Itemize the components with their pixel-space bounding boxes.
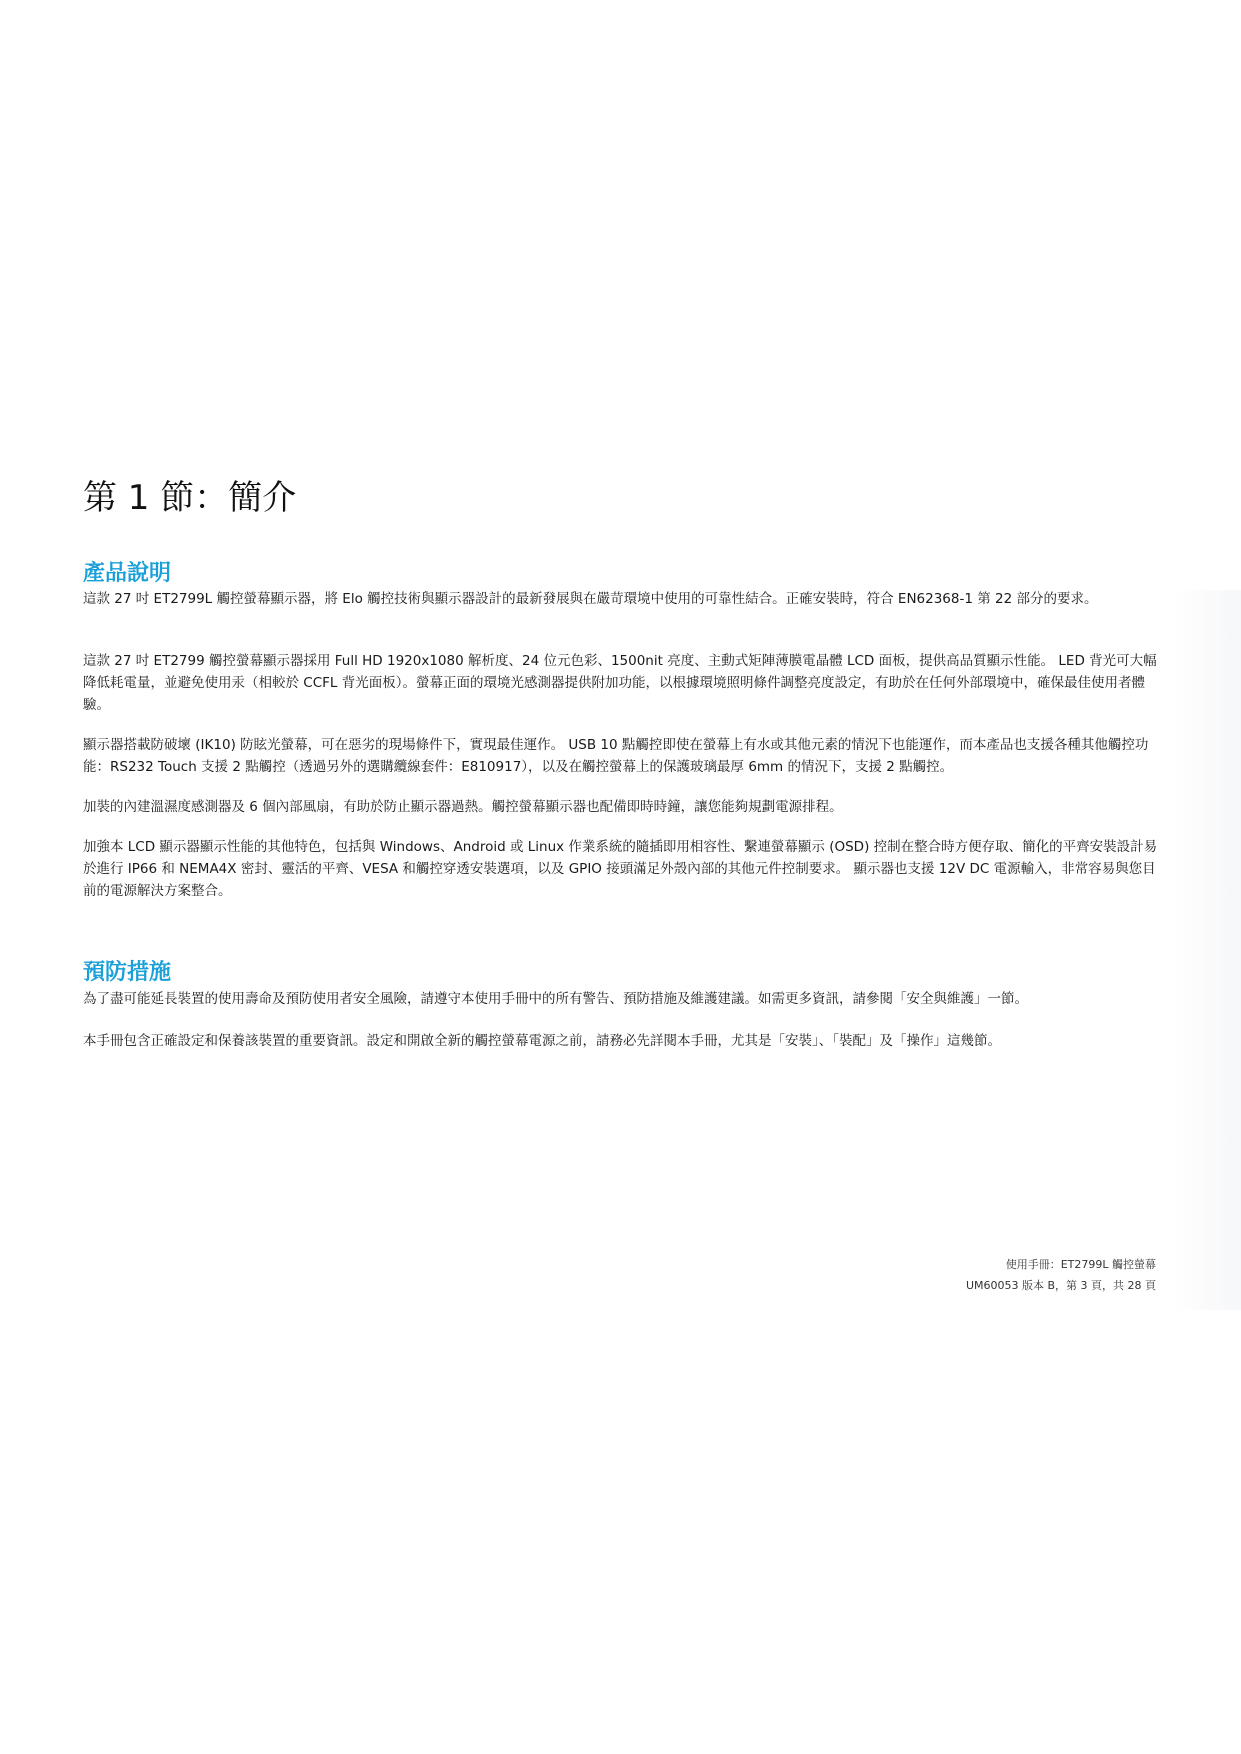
section-heading-precautions: 預防措施 [83, 960, 172, 985]
product-paragraph-3: 顯示器搭載防破壞 (IK10) 防眩光螢幕，可在惡劣的現場條件下，實現最佳運作。 USB 10 點觸控即使在螢幕上有水或其他元素的情況下也能運作，而本產品也支援各種其他觸控功能：RS232 Touch 支援 2 點觸控（透過另外的選購纜線套件：E810917），以及在觸控螢幕上的保護玻璃最厚 6mm 的情況下，支援 2 點觸控。 [83, 737, 1149, 775]
product-paragraph-5: 加強本 LCD 顯示器顯示性能的其他特色，包括與 Windows、Android 或 Linux 作業系統的隨插即用相容性、繫連螢幕顯示 (OSD) 控制在整合時方便存取、簡化的平齊安裝設計易於進行 IP66 和 NEMA4X 密封、靈活的平齊、VESA 和觸控穿透安裝選項，以及 GPIO 接頭滿足外殼內部的其他元件控制要求。 顯示器也支援 12V DC 電源輸入，非常容易與您目前的電源解決方案整合。 [83, 839, 1158, 899]
page-edge-shadow [1171, 590, 1241, 1310]
footer-manual-title: 使用手冊：ET2799L 觸控螢幕 [1005, 1258, 1156, 1271]
product-paragraph-1: 這款 27 吋 ET2799L 觸控螢幕顯示器，將 Elo 觸控技術與顯示器設計的最新發展與在嚴苛環境中使用的可靠性結合。正確安裝時，符合 EN62368-1 第 22 部分的要求。 [83, 591, 1098, 607]
precautions-paragraph-1: 為了盡可能延長裝置的使用壽命及預防使用者安全風險，請遵守本使用手冊中的所有警告、預防措施及維護建議。如需更多資訊，請參閱「安全與維護」一節。 [83, 991, 1028, 1007]
product-paragraph-2: 這款 27 吋 ET2799 觸控螢幕顯示器採用 Full HD 1920x1080 解析度、24 位元色彩、1500nit 亮度、主動式矩陣薄膜電晶體 LCD 面板，提供高品質顯示性能。 LED 背光可大幅降低耗電量，並避免使用汞（相較於 CCFL 背光面板）。螢幕正面的環境光感測器提供附加功能，以根據環境照明條件調整亮度設定，有助於在任何外部環境中，確保最佳使用者體驗。 [83, 653, 1157, 713]
section-heading-product: 產品說明 [83, 561, 172, 586]
footer-page-info: UM60053 版本 B，第 3 頁，共 28 頁 [965, 1279, 1156, 1292]
product-paragraph-4: 加裝的內建溫濕度感測器及 6 個內部風扇，有助於防止顯示器過熱。觸控螢幕顯示器也配備即時時鐘，讓您能夠規劃電源排程。 [83, 799, 843, 815]
chapter-title: 第 1 節：簡介 [83, 478, 297, 518]
precautions-paragraph-2: 本手冊包含正確設定和保養該裝置的重要資訊。設定和開啟全新的觸控螢幕電源之前，請務必先詳閱本手冊，尤其是「安裝」、「裝配」及「操作」這幾節。 [83, 1033, 1001, 1049]
